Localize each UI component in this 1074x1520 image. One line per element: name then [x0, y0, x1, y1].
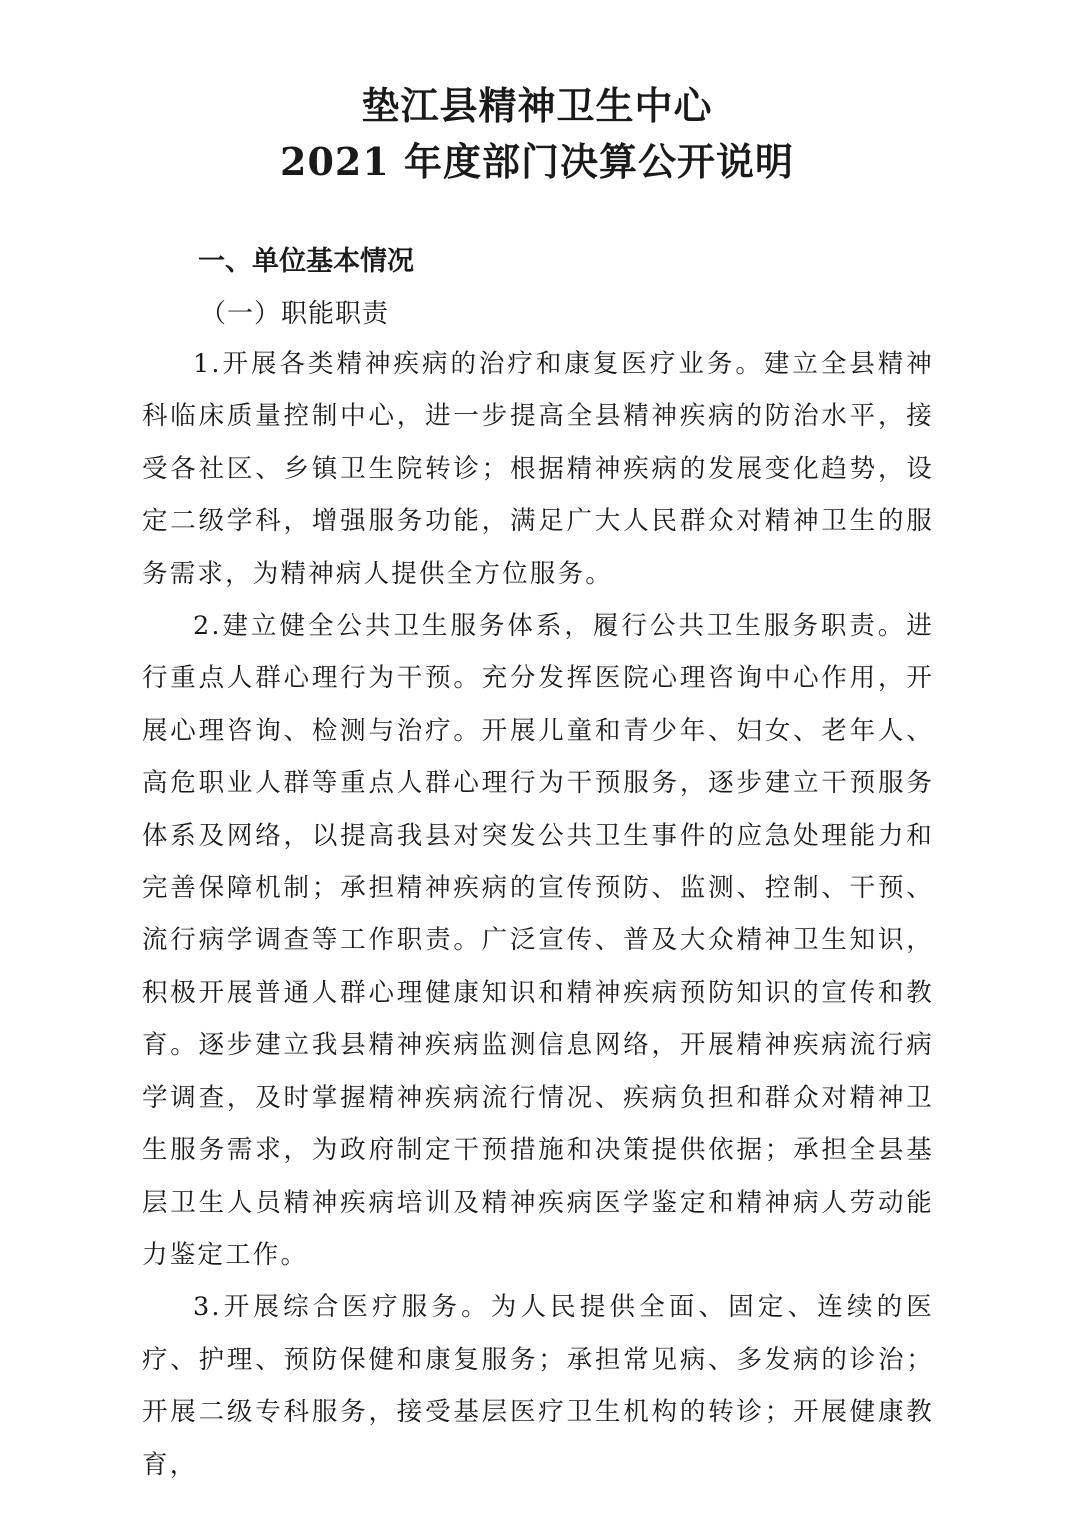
- sub-heading: （一）职能职责: [200, 299, 390, 329]
- section-heading: 一、单位基本情况: [198, 246, 414, 277]
- document-body: [142, 338, 934, 1491]
- paragraph-1: 1.开展各类精神疾病的治疗和康复医疗业务。建立全县精神科临床质量控制中心，进一步提高全县精神疾病的防治水平，接受各社区、乡镇卫生院转诊；根据精神疾病的发展变化趋势，设定二级学科，增强服务功能，满足广大人民群众对精神卫生的服务需求，为精神病人提供全方位服务。: [142, 349, 934, 589]
- document-title-line-1: 垫江县精神卫生中心: [361, 83, 713, 128]
- paragraph-2: 2.建立健全公共卫生服务体系，履行公共卫生服务职责。进行重点人群心理行为干预。充分发挥医院心理咨询中心作用，开展心理咨询、检测与治疗。开展儿童和青少年、妇女、老年人、高危职业人群等重点人群心理行为干预服务，逐步建立干预服务体系及网络，以提高我县对突发公共卫生事件的应急处理能力和完善保障机制；承担精神疾病的宣传预防、监测、控制、干预、流行病学调查等工作职责。广泛宣传、普及大众精神卫生知识，积极开展普通人群心理健康知识和精神疾病预防知识的宣传和教育。逐步建立我县精神疾病监测信息网络，开展精神疾病流行病学调查，及时掌握精神疾病流行情况、疾病负担和群众对精神卫生服务需求，为政府制定干预措施和决策提供依据；承担全县基层卫生人员精神疾病培训及精神疾病医学鉴定和精神病人劳动能力鉴定工作。: [142, 611, 934, 1270]
- document-title-line-2: 2021 年度部门决算公开说明: [280, 139, 794, 184]
- paragraph-3: 3.开展综合医疗服务。为人民提供全面、固定、连续的医疗、护理、预防保健和康复服务；承担常见病、多发病的诊治；开展二级专科服务，接受基层医疗卫生机构的转诊；开展健康教育，: [142, 1292, 934, 1480]
